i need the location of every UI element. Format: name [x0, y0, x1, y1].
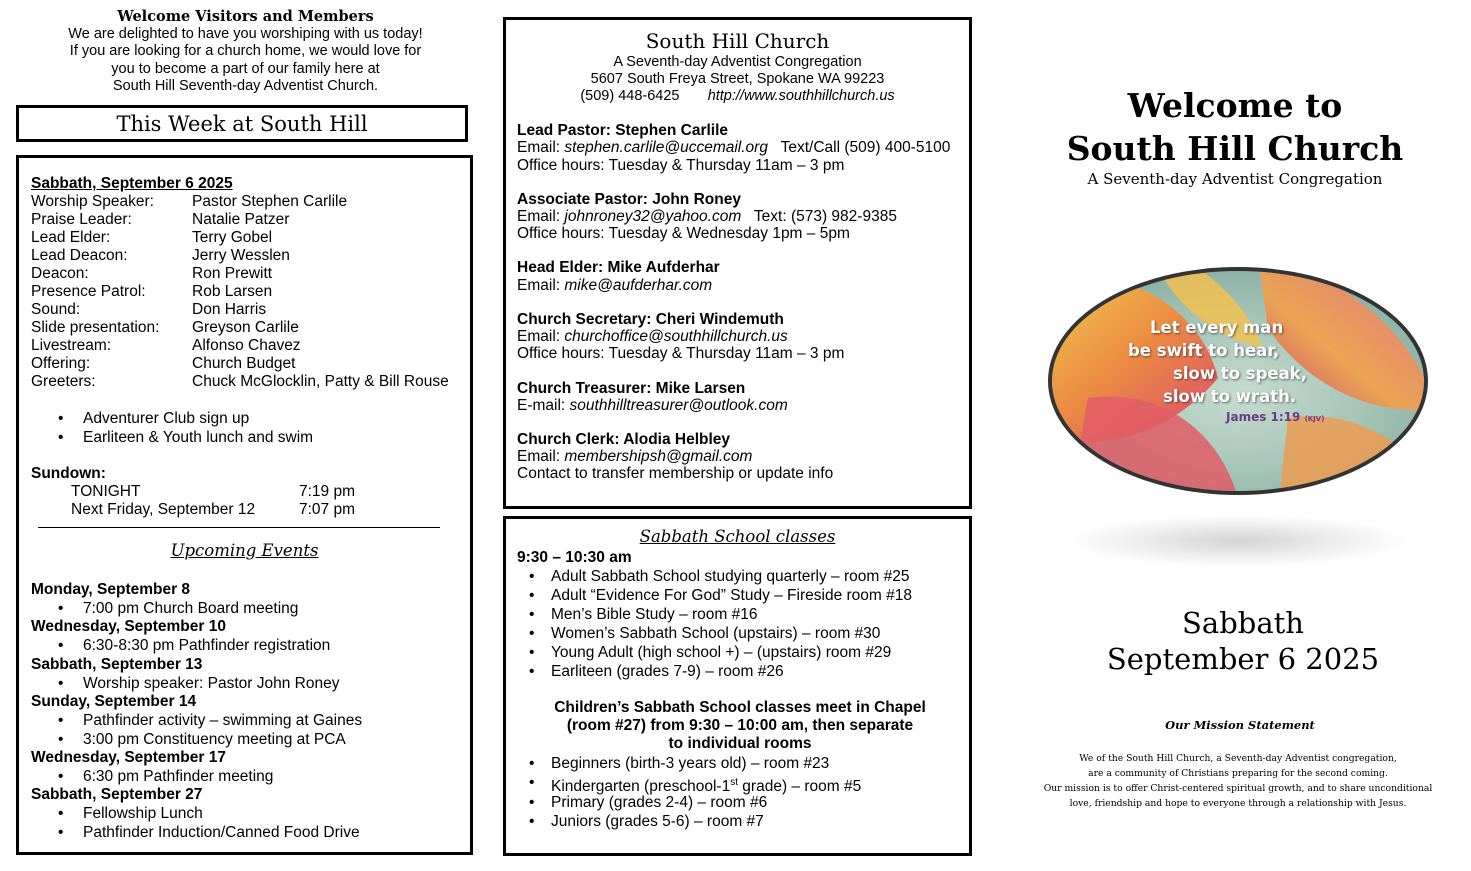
role-name: Church Budget: [192, 355, 296, 372]
role-name: Jerry Wesslen: [192, 247, 290, 264]
role-name: Alfonso Chavez: [192, 337, 301, 354]
role-label: Praise Leader:: [31, 211, 132, 228]
event-item: • 6:30 pm Pathfinder meeting: [58, 768, 274, 785]
role-label: Lead Deacon:: [31, 247, 128, 264]
role-name: Terry Gobel: [192, 229, 273, 246]
mission-statement: We of the South Hill Church, a Seventh-day Adventist congregation, are a community of Christians preparing for the second coming. Our mission is to offer Christ-centered spiritual growth, and to share unconditional love, friendship and hope to everyone through a relationship with Jesus.: [1043, 753, 1433, 809]
cover-date: Sabbath September 6 2025: [1106, 606, 1380, 676]
role-name: Pastor Stephen Carlile: [192, 193, 348, 210]
welcome-line: We are delighted to have you worshiping with us today!: [68, 25, 423, 42]
email-link[interactable]: stephen.carlile@uccemail.org: [564, 139, 768, 156]
children-class-item: • Juniors (grades 5-6) – room #7: [529, 813, 764, 830]
sundown-row: Next Friday, September 12: [71, 501, 256, 518]
sundown-row: TONIGHT: [71, 483, 141, 500]
sundown-time: 7:07 pm: [299, 501, 356, 518]
event-day: Monday, September 8: [31, 581, 191, 598]
contact-email-line: Email: mike@aufderhar.com: [517, 277, 713, 294]
children-class-item: • Kindergarten (preschool-1st grade) – room #5: [529, 774, 862, 796]
welcome-line: South Hill Seventh-day Adventist Church.: [112, 78, 379, 94]
upcoming-events-title: Upcoming Events: [170, 541, 319, 560]
event-item: • Worship speaker: Pastor John Roney: [58, 675, 340, 692]
role-row: [31, 337, 301, 355]
contact-title: Church Secretary: Cheri Windemuth: [517, 311, 784, 328]
divider: [38, 527, 440, 528]
church-website-link[interactable]: http://www.southhillchurch.us: [707, 88, 895, 104]
class-item: • Adult Sabbath School studying quarterly – room #25: [529, 568, 910, 585]
role-row: [31, 319, 299, 337]
class-item: • Men’s Bible Study – room #16: [529, 606, 758, 623]
contact-note: Office hours: Tuesday & Wednesday 1pm – 5pm: [517, 225, 850, 242]
role-row: [31, 247, 290, 265]
children-note: Children’s Sabbath School classes meet in Chapel (room #27) from 9:30 – 10:00 am, then separate to individual rooms: [554, 699, 926, 752]
bullet-icon: •: [58, 731, 64, 748]
role-name: Natalie Patzer: [192, 211, 290, 228]
church-subtitle: A Seventh-day Adventist Congregation: [613, 54, 862, 70]
bullet-icon: •: [58, 768, 64, 785]
verse-text: Let every man be swift to hear, slow to speak, slow to wrath.: [1128, 318, 1307, 406]
bullet-icon: •: [58, 675, 64, 692]
role-label: Presence Patrol:: [31, 283, 146, 300]
event-item: • 3:00 pm Constituency meeting at PCA: [58, 731, 346, 748]
role-row: [31, 283, 273, 301]
role-row: [31, 229, 273, 247]
bullet-icon: •: [529, 755, 535, 772]
welcome-line: you to become a part of our family here at: [111, 60, 380, 77]
bullet-icon: •: [529, 794, 535, 811]
church-name: South Hill Church: [645, 29, 830, 53]
role-label: Livestream:: [31, 337, 112, 354]
role-row: [31, 211, 290, 229]
role-label: Offering:: [31, 355, 91, 372]
role-label: Deacon:: [31, 265, 89, 282]
event-day: Wednesday, September 17: [31, 749, 226, 766]
event-day: Sabbath, September 13: [31, 656, 203, 673]
sundown-label: Sundown:: [31, 465, 106, 482]
role-row: [31, 193, 348, 211]
sabbath-heading: Sabbath, September 6 2025: [31, 175, 233, 192]
role-label: Worship Speaker:: [31, 193, 154, 210]
bullet-icon: •: [529, 625, 535, 642]
contact-email-line: Email: membershipsh@gmail.com: [517, 448, 753, 465]
contact-title: Church Treasurer: Mike Larsen: [517, 380, 746, 397]
role-row: [31, 301, 267, 319]
bullet-icon: •: [58, 805, 64, 822]
bullet-icon: •: [529, 644, 535, 661]
role-name: Chuck McGlocklin, Patty & Bill Rouse: [192, 373, 449, 390]
event-day: Sunday, September 14: [31, 693, 197, 710]
verse-reference: James 1:19 (KJV): [1226, 410, 1325, 424]
children-class-item: • Beginners (birth-3 years old) – room #23: [529, 755, 830, 772]
bullet-icon: •: [529, 606, 535, 623]
contact-email-line: Email: johnroney32@yahoo.com Text: (573) 982-9385: [517, 208, 897, 225]
welcome-block: [18, 8, 473, 96]
mission-title: Our Mission Statement: [1165, 718, 1315, 732]
event-item: • Pathfinder activity – swimming at Gaines: [58, 712, 363, 729]
contact-title: Lead Pastor: Stephen Carlile: [517, 122, 729, 139]
event-day: Sabbath, September 27: [31, 786, 203, 803]
role-name: Rob Larsen: [192, 283, 273, 300]
contact-panel: [503, 17, 972, 509]
role-row: [31, 373, 449, 391]
bullet-icon: •: [529, 774, 535, 791]
email-link[interactable]: churchoffice@southhillchurch.us: [564, 328, 788, 345]
bullet-icon: •: [529, 587, 535, 604]
contact-email-line: E-mail: southhilltreasurer@outlook.com: [517, 397, 788, 414]
welcome-line: If you are looking for a church home, we would love for: [69, 43, 422, 59]
church-address: 5607 South Freya Street, Spokane WA 99223: [590, 71, 885, 87]
class-item: • Adult “Evidence For God” Study – Fireside room #18: [529, 587, 912, 604]
role-name: Greyson Carlile: [192, 319, 299, 336]
event-day: Wednesday, September 10: [31, 618, 226, 635]
contact-title: Associate Pastor: John Roney: [517, 191, 741, 208]
contact-email-line: Email: churchoffice@southhillchurch.us: [517, 328, 788, 345]
email-link[interactable]: johnroney32@yahoo.com: [564, 208, 742, 225]
role-row: [31, 265, 273, 283]
verse-image: [1048, 268, 1430, 496]
role-row: [31, 355, 296, 373]
sabbath-school-panel: [503, 516, 972, 856]
event-item: • Pathfinder Induction/Canned Food Drive: [58, 824, 360, 841]
role-name: Don Harris: [192, 301, 267, 318]
bullet-icon: •: [58, 824, 64, 841]
contact-email-line: Email: stephen.carlile@uccemail.org Text/Call (509) 400-5100: [517, 139, 951, 156]
class-item: • Earliteen (grades 7-9) – room #26: [529, 663, 784, 680]
sundown-time: 7:19 pm: [299, 483, 356, 500]
bullet-icon: •: [58, 600, 64, 617]
welcome-title: Welcome Visitors and Members: [117, 8, 374, 25]
role-label: Slide presentation:: [31, 319, 160, 336]
bullet-icon: •: [58, 410, 64, 427]
contact-note: Contact to transfer membership or update info: [517, 465, 834, 482]
email-link[interactable]: southhilltreasurer@outlook.com: [569, 397, 788, 414]
role-label: Lead Elder:: [31, 229, 111, 246]
contact-note: Office hours: Tuesday & Thursday 11am – 3 pm: [517, 345, 845, 362]
class-item: • Women’s Sabbath School (upstairs) – room #30: [529, 625, 881, 642]
cover-title: Welcome to South Hill Church: [1066, 86, 1404, 168]
announcement-item: • Earliteen & Youth lunch and swim: [58, 429, 314, 446]
contact-title: Head Elder: Mike Aufderhar: [517, 259, 720, 276]
this-week-panel: [16, 155, 473, 855]
role-label: Greeters:: [31, 373, 96, 390]
bullet-icon: •: [529, 568, 535, 585]
announcement-item: • Adventurer Club sign up: [58, 410, 250, 427]
children-class-item: • Primary (grades 2-4) – room #6: [529, 794, 768, 811]
contact-title: Church Clerk: Alodia Helbley: [517, 431, 731, 448]
bullet-icon: •: [58, 637, 64, 654]
email-link[interactable]: mike@aufderhar.com: [564, 277, 713, 294]
event-item: • Fellowship Lunch: [58, 805, 203, 822]
class-item: • Young Adult (high school +) – (upstairs) room #29: [529, 644, 892, 661]
church-contact-line: [506, 88, 969, 105]
sabbath-school-time: 9:30 – 10:30 am: [517, 549, 632, 566]
bullet-icon: •: [529, 813, 535, 830]
church-phone: (509) 448-6425: [580, 88, 680, 104]
this-week-title-box: [16, 105, 468, 142]
email-link[interactable]: membershipsh@gmail.com: [564, 448, 753, 465]
event-item: • 7:00 pm Church Board meeting: [58, 600, 299, 617]
event-item: • 6:30-8:30 pm Pathfinder registration: [58, 637, 331, 654]
contact-note: Office hours: Tuesday & Thursday 11am – 3 pm: [517, 157, 845, 174]
sabbath-school-title: Sabbath School classes: [639, 527, 836, 546]
bullet-icon: •: [529, 663, 535, 680]
bullet-icon: •: [58, 429, 64, 446]
this-week-title: This Week at South Hill: [116, 111, 368, 136]
cover-subtitle: A Seventh-day Adventist Congregation: [1087, 170, 1383, 188]
bullet-icon: •: [58, 712, 64, 729]
role-name: Ron Prewitt: [192, 265, 273, 282]
role-label: Sound:: [31, 301, 81, 318]
